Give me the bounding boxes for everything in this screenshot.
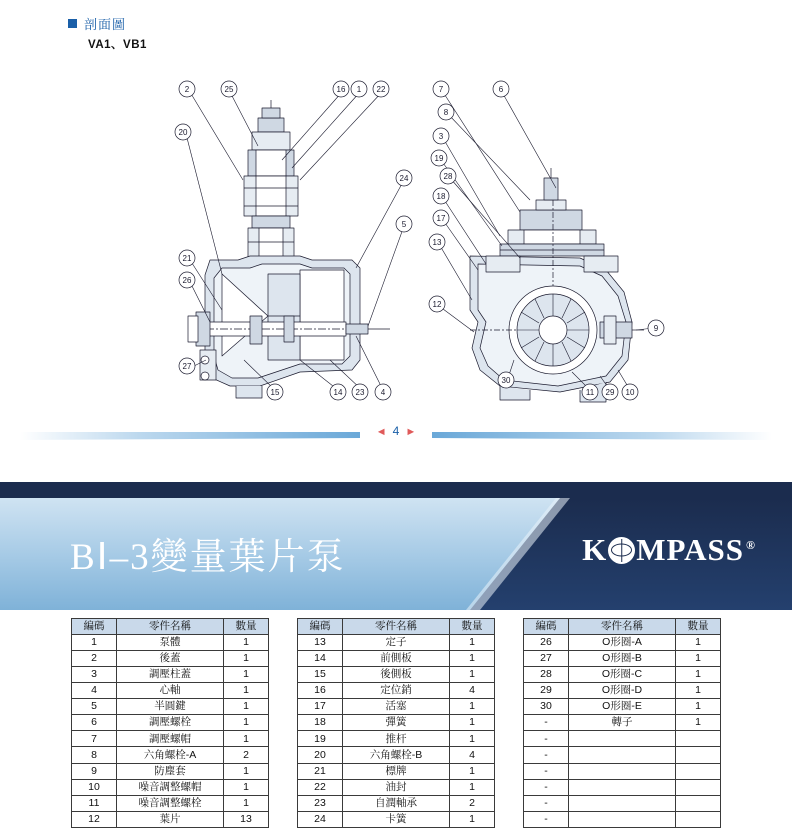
cell-qty: 1 xyxy=(224,634,269,650)
cell-qty: 1 xyxy=(224,699,269,715)
cell-name xyxy=(569,779,676,795)
cell-name: 調壓螺栓 xyxy=(117,715,224,731)
arrow-left-icon: ◄ xyxy=(375,426,387,438)
cell-name: O形圈-B xyxy=(569,650,676,666)
svg-text:3: 3 xyxy=(438,132,444,141)
cell-name xyxy=(569,747,676,763)
cell-code: 17 xyxy=(298,699,343,715)
svg-text:11: 11 xyxy=(585,388,595,397)
registered-mark: ® xyxy=(746,537,756,552)
cell-name: 定位銷 xyxy=(343,682,450,698)
cell-code: - xyxy=(524,779,569,795)
cell-qty xyxy=(676,747,721,763)
cell-qty: 1 xyxy=(676,715,721,731)
cell-name: 後側板 xyxy=(343,666,450,682)
header-qty: 數量 xyxy=(450,619,495,635)
cell-code: 30 xyxy=(524,699,569,715)
cell-qty: 1 xyxy=(224,650,269,666)
parts-table-3 xyxy=(523,618,721,828)
cell-code: 23 xyxy=(298,795,343,811)
cell-qty xyxy=(676,763,721,779)
table-row xyxy=(72,699,269,715)
table-row xyxy=(524,715,721,731)
table-row xyxy=(298,811,495,827)
cell-name: 噪音調整螺栓 xyxy=(117,795,224,811)
table-row xyxy=(72,747,269,763)
brand-text-after: MPASS xyxy=(636,532,745,567)
cell-qty: 1 xyxy=(676,634,721,650)
cell-name: 六角螺栓-B xyxy=(343,747,450,763)
cell-code: - xyxy=(524,763,569,779)
table-row xyxy=(298,795,495,811)
svg-text:5: 5 xyxy=(401,220,407,229)
table-row xyxy=(72,715,269,731)
table-row xyxy=(72,650,269,666)
cell-name: 彈簧 xyxy=(343,715,450,731)
svg-text:14: 14 xyxy=(333,388,343,397)
cell-qty xyxy=(676,795,721,811)
table-row xyxy=(524,795,721,811)
cell-name: O形圈-D xyxy=(569,682,676,698)
section-header xyxy=(68,14,126,33)
cell-code: 6 xyxy=(72,715,117,731)
svg-text:29: 29 xyxy=(605,388,615,397)
cell-name: 後蓋 xyxy=(117,650,224,666)
header-code: 編碼 xyxy=(524,619,569,635)
cell-qty: 2 xyxy=(450,795,495,811)
svg-text:10: 10 xyxy=(625,388,635,397)
globe-icon xyxy=(608,537,635,564)
table-row xyxy=(72,795,269,811)
table-row xyxy=(298,682,495,698)
svg-text:17: 17 xyxy=(436,214,446,223)
cell-qty: 1 xyxy=(224,763,269,779)
table-row xyxy=(72,811,269,827)
table-row xyxy=(298,650,495,666)
svg-text:12: 12 xyxy=(432,300,442,309)
cell-code: 10 xyxy=(72,779,117,795)
table-row xyxy=(524,731,721,747)
cell-qty: 1 xyxy=(676,699,721,715)
cell-name: 油封 xyxy=(343,779,450,795)
cell-code: 18 xyxy=(298,715,343,731)
table-row xyxy=(524,763,721,779)
cell-code: 29 xyxy=(524,682,569,698)
svg-text:19: 19 xyxy=(434,154,444,163)
cell-qty: 1 xyxy=(450,763,495,779)
cell-name: 葉片 xyxy=(117,811,224,827)
table-row xyxy=(298,699,495,715)
cell-name: 卡簧 xyxy=(343,811,450,827)
cross-section-diagram xyxy=(0,60,792,410)
cell-qty: 1 xyxy=(450,634,495,650)
cell-qty: 1 xyxy=(224,779,269,795)
parts-tables xyxy=(0,610,792,828)
table-row xyxy=(298,779,495,795)
cell-name xyxy=(569,811,676,827)
cell-qty: 1 xyxy=(450,699,495,715)
svg-text:8: 8 xyxy=(443,108,449,117)
table-row xyxy=(72,731,269,747)
cell-name: 調壓柱蓋 xyxy=(117,666,224,682)
cell-code: - xyxy=(524,747,569,763)
svg-text:20: 20 xyxy=(178,128,188,137)
cell-qty: 4 xyxy=(450,682,495,698)
svg-text:24: 24 xyxy=(399,174,409,183)
cell-name: O形圈-A xyxy=(569,634,676,650)
cell-name: 半圓鍵 xyxy=(117,699,224,715)
cell-qty: 1 xyxy=(676,666,721,682)
cell-name: 泵體 xyxy=(117,634,224,650)
arrow-right-icon: ► xyxy=(405,426,417,438)
table-row xyxy=(298,763,495,779)
table-header-row xyxy=(298,619,495,635)
cell-code: 8 xyxy=(72,747,117,763)
model-label: VA1、VB1 xyxy=(88,39,147,51)
cell-qty: 1 xyxy=(224,795,269,811)
svg-text:4: 4 xyxy=(380,388,386,397)
cell-qty: 1 xyxy=(450,779,495,795)
cell-code: 14 xyxy=(298,650,343,666)
svg-text:9: 9 xyxy=(653,324,659,333)
cell-qty: 2 xyxy=(224,747,269,763)
cell-code: 19 xyxy=(298,731,343,747)
cell-code: 27 xyxy=(524,650,569,666)
cell-code: - xyxy=(524,795,569,811)
cell-name: 前側板 xyxy=(343,650,450,666)
svg-text:2: 2 xyxy=(184,85,190,94)
product-banner xyxy=(0,482,792,610)
cell-code: 1 xyxy=(72,634,117,650)
brand-logo xyxy=(582,532,756,568)
cell-code: 4 xyxy=(72,682,117,698)
cell-code: 26 xyxy=(524,634,569,650)
header-qty: 數量 xyxy=(676,619,721,635)
svg-text:23: 23 xyxy=(355,388,365,397)
table-row xyxy=(72,666,269,682)
cell-qty: 1 xyxy=(224,731,269,747)
cell-name: 活塞 xyxy=(343,699,450,715)
cell-name xyxy=(569,763,676,779)
cell-name: 心軸 xyxy=(117,682,224,698)
page-number-group xyxy=(0,424,792,438)
cell-code: 7 xyxy=(72,731,117,747)
table-row xyxy=(72,682,269,698)
table-row xyxy=(72,763,269,779)
header-partname: 零件名稱 xyxy=(117,619,224,635)
table-row xyxy=(298,747,495,763)
cell-code: 13 xyxy=(298,634,343,650)
cell-qty: 1 xyxy=(450,650,495,666)
cell-qty: 1 xyxy=(450,811,495,827)
cell-name xyxy=(569,795,676,811)
cell-qty: 1 xyxy=(450,715,495,731)
cell-qty: 1 xyxy=(676,650,721,666)
table-row xyxy=(524,682,721,698)
cell-code: 22 xyxy=(298,779,343,795)
cell-name: 定子 xyxy=(343,634,450,650)
cell-name: O形圈-C xyxy=(569,666,676,682)
table-row xyxy=(524,811,721,827)
cell-code: 12 xyxy=(72,811,117,827)
cell-code: - xyxy=(524,731,569,747)
svg-text:30: 30 xyxy=(501,376,511,385)
table-row xyxy=(298,634,495,650)
cell-name: 轉子 xyxy=(569,715,676,731)
svg-text:22: 22 xyxy=(376,85,386,94)
brand-text-before: K xyxy=(582,532,608,567)
svg-text:21: 21 xyxy=(182,254,192,263)
header-code: 編碼 xyxy=(298,619,343,635)
table-row xyxy=(298,715,495,731)
cell-code: 11 xyxy=(72,795,117,811)
banner-title: BⅠ–3變量葉片泵 xyxy=(70,537,346,578)
cell-code: 15 xyxy=(298,666,343,682)
table-row xyxy=(524,666,721,682)
cell-name xyxy=(569,731,676,747)
svg-text:13: 13 xyxy=(432,238,442,247)
cell-name: 防塵套 xyxy=(117,763,224,779)
cell-name: 自潤軸承 xyxy=(343,795,450,811)
cell-code: - xyxy=(524,715,569,731)
cell-qty: 1 xyxy=(224,666,269,682)
header-qty: 數量 xyxy=(224,619,269,635)
svg-text:15: 15 xyxy=(270,388,280,397)
table-row xyxy=(72,779,269,795)
svg-text:6: 6 xyxy=(498,85,504,94)
table-row xyxy=(524,747,721,763)
cell-qty: 1 xyxy=(450,666,495,682)
table-header-row xyxy=(72,619,269,635)
cell-code: 20 xyxy=(298,747,343,763)
svg-text:7: 7 xyxy=(438,85,444,94)
table-row xyxy=(524,650,721,666)
cell-name: 噪音調整螺帽 xyxy=(117,779,224,795)
svg-text:25: 25 xyxy=(224,85,234,94)
cell-code: 3 xyxy=(72,666,117,682)
header-code: 編碼 xyxy=(72,619,117,635)
cell-code: 2 xyxy=(72,650,117,666)
cell-name: 標牌 xyxy=(343,763,450,779)
header-partname: 零件名稱 xyxy=(343,619,450,635)
cell-qty xyxy=(676,779,721,795)
cell-qty: 1 xyxy=(676,682,721,698)
section-title: 剖面圖 xyxy=(84,17,127,32)
cell-name: O形圈-E xyxy=(569,699,676,715)
bullet-square-icon xyxy=(68,19,77,28)
svg-text:26: 26 xyxy=(182,276,192,285)
svg-text:18: 18 xyxy=(436,192,446,201)
page-number: 4 xyxy=(392,424,400,438)
cell-code: - xyxy=(524,811,569,827)
table-row xyxy=(298,666,495,682)
svg-text:1: 1 xyxy=(356,85,362,94)
cell-code: 28 xyxy=(524,666,569,682)
table-row xyxy=(298,731,495,747)
cell-name: 推杆 xyxy=(343,731,450,747)
cell-qty: 1 xyxy=(224,715,269,731)
svg-text:28: 28 xyxy=(443,172,453,181)
cell-qty: 1 xyxy=(450,731,495,747)
cell-qty xyxy=(676,811,721,827)
table-row xyxy=(524,779,721,795)
header-partname: 零件名稱 xyxy=(569,619,676,635)
table-header-row xyxy=(524,619,721,635)
parts-table-1 xyxy=(71,618,269,828)
cell-code: 24 xyxy=(298,811,343,827)
cell-qty: 4 xyxy=(450,747,495,763)
cell-name: 調壓螺帽 xyxy=(117,731,224,747)
table-row xyxy=(72,634,269,650)
cell-qty xyxy=(676,731,721,747)
parts-table-2 xyxy=(297,618,495,828)
cell-qty: 1 xyxy=(224,682,269,698)
cell-code: 9 xyxy=(72,763,117,779)
svg-text:16: 16 xyxy=(336,85,346,94)
cell-qty: 13 xyxy=(224,811,269,827)
cell-name: 六角螺栓-A xyxy=(117,747,224,763)
cell-code: 21 xyxy=(298,763,343,779)
table-row xyxy=(524,634,721,650)
brand-text xyxy=(582,532,756,568)
cell-code: 5 xyxy=(72,699,117,715)
table-row xyxy=(524,699,721,715)
svg-text:27: 27 xyxy=(182,362,192,371)
cell-code: 16 xyxy=(298,682,343,698)
